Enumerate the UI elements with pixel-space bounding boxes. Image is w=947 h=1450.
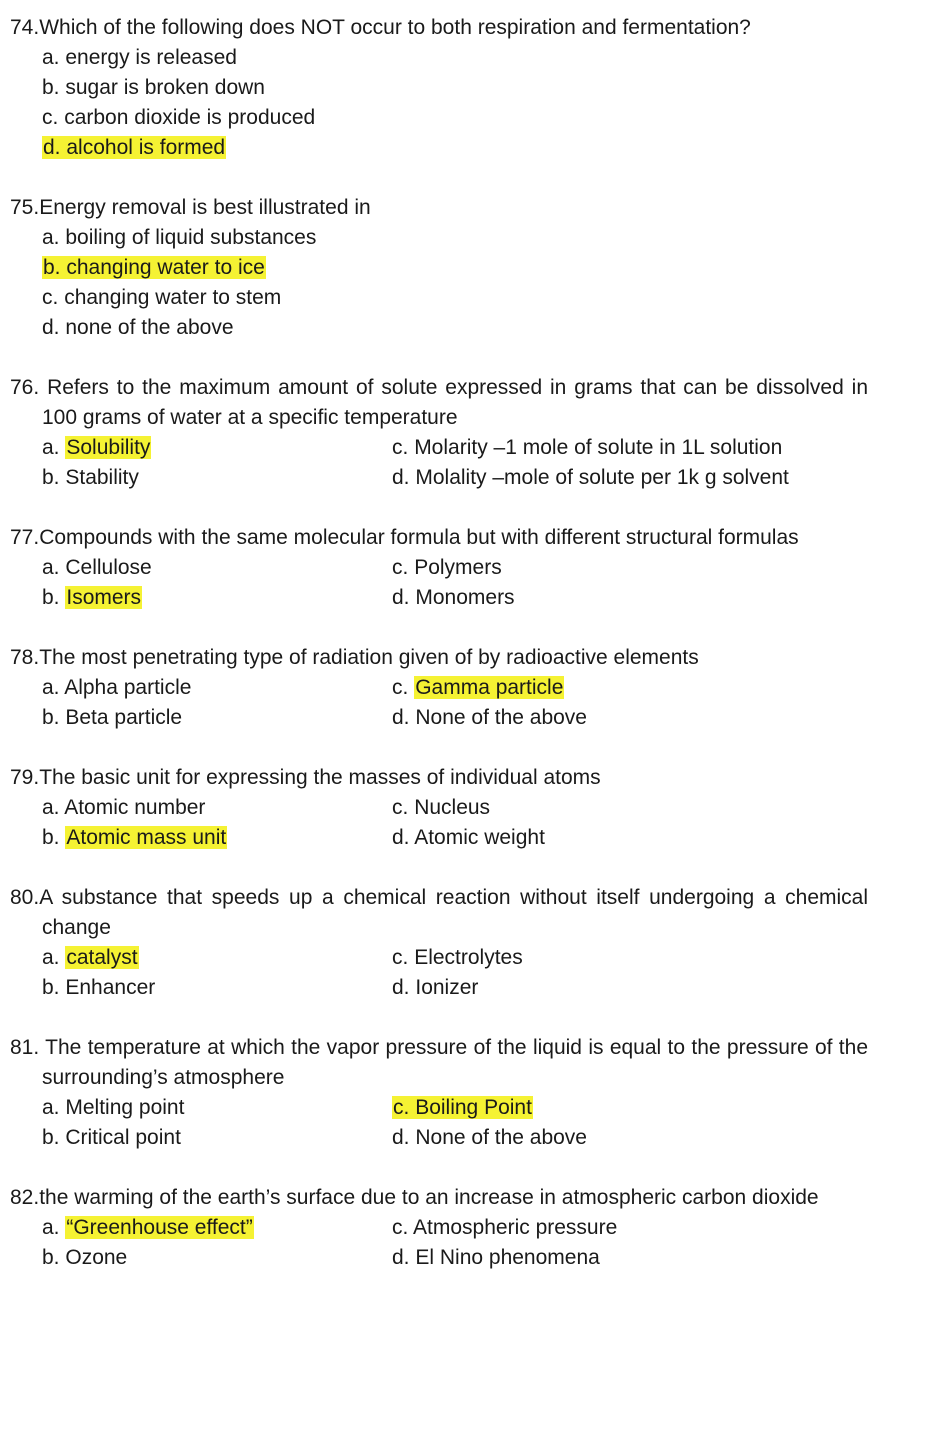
option-text: catalyst: [66, 946, 138, 969]
question-number: 78.: [10, 646, 40, 669]
question-stem: [0, 193, 836, 223]
option-text: Atomic number: [64, 796, 206, 819]
option-b: [0, 253, 947, 283]
question-74: [0, 13, 947, 163]
option-label: a.: [42, 556, 60, 579]
option-text: energy is released: [65, 46, 237, 69]
option-text: Molarity –1 mole of solute in 1L solution: [414, 436, 783, 459]
option-label: c.: [392, 556, 409, 579]
option-label: b.: [42, 466, 60, 489]
option-text: boiling of liquid substances: [65, 226, 317, 249]
option-text: Isomers: [66, 586, 142, 609]
option-text: alcohol is formed: [66, 136, 226, 159]
option-text: Polymers: [414, 556, 502, 579]
option-label: b.: [42, 706, 60, 729]
option-text: Atomic mass unit: [66, 826, 227, 849]
question-stem: [0, 1183, 868, 1213]
option-text: changing water to ice: [66, 256, 265, 279]
question-78: [0, 643, 947, 733]
answer-highlight: [42, 256, 266, 279]
question-stem: [0, 883, 868, 943]
option-d: [392, 823, 545, 853]
option-b: [42, 463, 139, 493]
option-label: b.: [43, 256, 61, 279]
options-grid: [0, 793, 947, 853]
question-text: The most penetrating type of radiation given of by radioactive elements: [39, 646, 699, 669]
option-b: [42, 583, 142, 613]
option-text: Molality –mole of solute per 1k g solvent: [415, 466, 789, 489]
option-label: b.: [42, 826, 60, 849]
question-number: 81.: [10, 1036, 40, 1059]
answer-highlight: [42, 136, 226, 159]
option-text: Gamma particle: [415, 676, 564, 699]
options-grid: [0, 673, 947, 733]
option-text: Solubility: [66, 436, 151, 459]
option-label: d.: [392, 706, 410, 729]
option-d: [392, 583, 515, 613]
option-text: Atomic weight: [414, 826, 545, 849]
option-d: [0, 133, 947, 163]
option-text: Cellulose: [65, 556, 152, 579]
option-c: [0, 103, 947, 133]
options-grid: [0, 1213, 947, 1273]
option-c: [392, 793, 490, 823]
option-text: none of the above: [65, 316, 234, 339]
option-label: b.: [42, 76, 60, 99]
option-label: a.: [42, 1096, 60, 1119]
question-text: Compounds with the same molecular formula but with different structural formulas: [39, 526, 799, 549]
option-label: a.: [42, 946, 60, 969]
question-77: [0, 523, 947, 613]
option-a: [42, 943, 139, 973]
option-text: Critical point: [65, 1126, 181, 1149]
options-grid: [0, 433, 947, 493]
option-c: [392, 1093, 533, 1123]
question-stem: [0, 523, 868, 553]
option-text: El Nino phenomena: [415, 1246, 600, 1269]
question-82: [0, 1183, 947, 1273]
option-a: [42, 673, 191, 703]
option-label: c.: [392, 946, 409, 969]
option-a: [0, 223, 947, 253]
option-b: [42, 823, 227, 853]
option-label: a.: [42, 226, 60, 249]
option-a: [0, 43, 947, 73]
option-c: [392, 1213, 617, 1243]
question-number: 76.: [10, 376, 40, 399]
options-grid: [0, 553, 947, 613]
option-text: Nucleus: [414, 796, 491, 819]
quiz-page: [0, 13, 947, 1303]
question-text: The basic unit for expressing the masses of individual atoms: [39, 766, 601, 789]
option-text: Stability: [65, 466, 139, 489]
question-76: [0, 373, 947, 493]
option-label: c.: [393, 1096, 410, 1119]
question-80: [0, 883, 947, 1003]
option-c: [392, 673, 564, 703]
option-label: d.: [392, 466, 410, 489]
option-label: a.: [42, 796, 60, 819]
option-label: b.: [42, 1126, 60, 1149]
question-stem: [0, 1033, 868, 1093]
option-a: [42, 553, 152, 583]
option-a: [42, 1093, 184, 1123]
option-label: c.: [392, 1216, 409, 1239]
question-text: Energy removal is best illustrated in: [39, 196, 371, 219]
option-c: [392, 943, 523, 973]
question-text: the warming of the earth’s surface due to an increase in atmospheric carbon dioxide: [39, 1186, 819, 1209]
question-text: Refers to the maximum amount of solute expressed in grams that can be dissolved in 100 grams of water at a specific temperature: [42, 376, 868, 429]
option-d: [392, 463, 789, 493]
options-grid: [0, 943, 947, 1003]
option-label: a.: [42, 46, 60, 69]
option-text: None of the above: [415, 1126, 587, 1149]
option-label: d.: [43, 136, 61, 159]
option-d: [392, 1123, 587, 1153]
option-text: Ionizer: [415, 976, 479, 999]
question-number: 77.: [10, 526, 40, 549]
option-label: d.: [392, 976, 410, 999]
question-text: A substance that speeds up a chemical reaction without itself undergoing a chemical change: [39, 886, 868, 939]
option-label: a.: [42, 436, 60, 459]
option-label: d.: [392, 1126, 410, 1149]
option-label: d.: [392, 1246, 410, 1269]
option-b: [42, 1243, 127, 1273]
question-75: [0, 193, 947, 343]
question-number: 74.: [10, 16, 40, 39]
option-label: d.: [392, 826, 410, 849]
options-list: [0, 223, 947, 343]
option-b: [0, 73, 947, 103]
option-text: carbon dioxide is produced: [64, 106, 316, 129]
option-d: [392, 703, 587, 733]
option-c: [0, 283, 947, 313]
option-label: b.: [42, 976, 60, 999]
option-a: [42, 793, 205, 823]
option-text: Alpha particle: [64, 676, 192, 699]
option-text: changing water to stem: [64, 286, 282, 309]
question-text: Which of the following does NOT occur to both respiration and fermentation?: [39, 16, 751, 39]
option-d: [392, 973, 478, 1003]
option-a: [42, 1213, 254, 1243]
question-stem: [0, 643, 836, 673]
option-text: “Greenhouse effect”: [66, 1216, 253, 1239]
option-label: b.: [42, 1246, 60, 1269]
option-label: c.: [42, 286, 59, 309]
option-label: c.: [392, 796, 409, 819]
option-text: Beta particle: [65, 706, 183, 729]
answer-highlight: [392, 1096, 533, 1119]
option-text: Atmospheric pressure: [413, 1216, 618, 1239]
question-81: [0, 1033, 947, 1153]
option-text: sugar is broken down: [65, 76, 265, 99]
question-number: 79.: [10, 766, 40, 789]
option-text: Electrolytes: [414, 946, 523, 969]
question-number: 75.: [10, 196, 40, 219]
question-79: [0, 763, 947, 853]
question-stem: [0, 373, 868, 433]
option-b: [42, 973, 155, 1003]
option-text: None of the above: [415, 706, 587, 729]
question-number: 80.: [10, 886, 40, 909]
option-label: d.: [392, 586, 410, 609]
option-label: d.: [42, 316, 60, 339]
option-label: c.: [42, 106, 59, 129]
option-a: [42, 433, 151, 463]
question-number: 82.: [10, 1186, 40, 1209]
option-b: [42, 703, 182, 733]
option-label: c.: [392, 436, 409, 459]
option-d: [0, 313, 947, 343]
option-c: [392, 433, 782, 463]
options-grid: [0, 1093, 947, 1153]
option-text: Enhancer: [65, 976, 156, 999]
question-stem: [0, 13, 836, 43]
question-text: The temperature at which the vapor pressure of the liquid is equal to the pressure of the surrounding’s atmosphere: [42, 1036, 868, 1089]
options-list: [0, 43, 947, 163]
option-label: c.: [392, 676, 409, 699]
option-label: b.: [42, 586, 60, 609]
option-text: Ozone: [65, 1246, 128, 1269]
option-label: a.: [42, 1216, 60, 1239]
option-text: Monomers: [415, 586, 515, 609]
option-b: [42, 1123, 181, 1153]
option-text: Melting point: [65, 1096, 185, 1119]
question-stem: [0, 763, 836, 793]
option-text: Boiling Point: [415, 1096, 532, 1119]
option-d: [392, 1243, 600, 1273]
option-label: a.: [42, 676, 60, 699]
option-c: [392, 553, 502, 583]
